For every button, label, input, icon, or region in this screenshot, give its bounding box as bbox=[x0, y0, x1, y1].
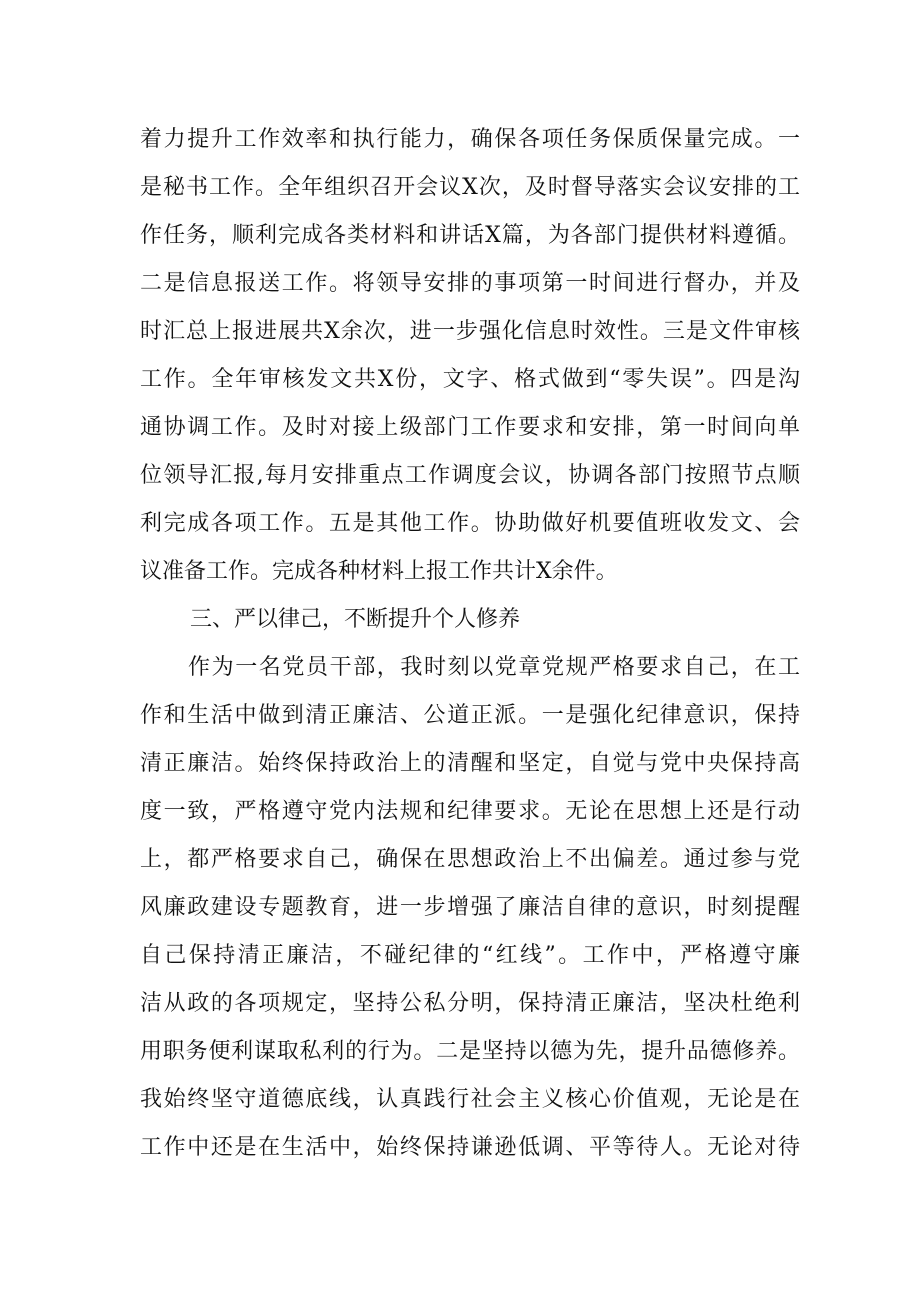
paragraph-2-line-10: 我始终坚守道德底线，认真践行社会主义核心价值观，无论是在 bbox=[140, 1087, 800, 1112]
paragraph-2-line-5: 上，都严格要求自己，确保在思想政治上不出偏差。通过参与党 bbox=[140, 847, 800, 872]
paragraph-1-line-9: 利完成各项工作。五是其他工作。协助做好机要值班收发文、会 bbox=[140, 511, 800, 536]
paragraph-2-line-9: 用职务便利谋取私利的行为。二是坚持以德为先，提升品德修养。 bbox=[140, 1039, 800, 1064]
paragraph-1-line-5: 时汇总上报进展共X余次，进一步强化信息时效性。三是文件审核 bbox=[140, 319, 800, 344]
paragraph-1-line-8: 位领导汇报,每月安排重点工作调度会议，协调各部门按照节点顺 bbox=[140, 463, 800, 488]
paragraph-2-line-2: 作和生活中做到清正廉洁、公道正派。一是强化纪律意识，保持 bbox=[140, 703, 800, 728]
paragraph-2-line-7: 自己保持清正廉洁，不碰纪律的“红线”。工作中，严格遵守廉 bbox=[140, 943, 800, 968]
paragraph-2-line-11: 工作中还是在生活中，始终保持谦逊低调、平等待人。无论对待 bbox=[140, 1135, 800, 1160]
paragraph-1-line-3: 作任务，顺利完成各类材料和讲话X篇，为各部门提供材料遵循。 bbox=[140, 223, 800, 248]
paragraph-2-line-6: 风廉政建设专题教育，进一步增强了廉洁自律的意识，时刻提醒 bbox=[140, 895, 800, 920]
paragraph-1-line-7: 通协调工作。及时对接上级部门工作要求和安排，第一时间向单 bbox=[140, 415, 800, 440]
paragraph-2-line-1: 作为一名党员干部，我时刻以党章党规严格要求自己，在工 bbox=[188, 655, 800, 680]
paragraph-2-line-4: 度一致，严格遵守党内法规和纪律要求。无论在思想上还是行动 bbox=[140, 799, 800, 824]
section-heading: 三、严以律己，不断提升个人修养 bbox=[190, 607, 521, 632]
paragraph-1-line-1: 着力提升工作效率和执行能力，确保各项任务保质保量完成。一 bbox=[140, 127, 800, 152]
paragraph-1-line-10: 议准备工作。完成各种材料上报工作共计X余件。 bbox=[140, 559, 618, 584]
paragraph-2-line-3: 清正廉洁。始终保持政治上的清醒和坚定，自觉与党中央保持高 bbox=[140, 751, 800, 776]
paragraph-1-line-4: 二是信息报送工作。将领导安排的事项第一时间进行督办，并及 bbox=[140, 271, 800, 296]
paragraph-1-line-6: 工作。全年审核发文共X份，文字、格式做到“零失误”。四是沟 bbox=[140, 367, 800, 392]
paragraph-2-line-8: 洁从政的各项规定，坚持公私分明，保持清正廉洁，坚决杜绝利 bbox=[140, 991, 800, 1016]
paragraph-1-line-2: 是秘书工作。全年组织召开会议X次，及时督导落实会议安排的工 bbox=[140, 175, 800, 200]
